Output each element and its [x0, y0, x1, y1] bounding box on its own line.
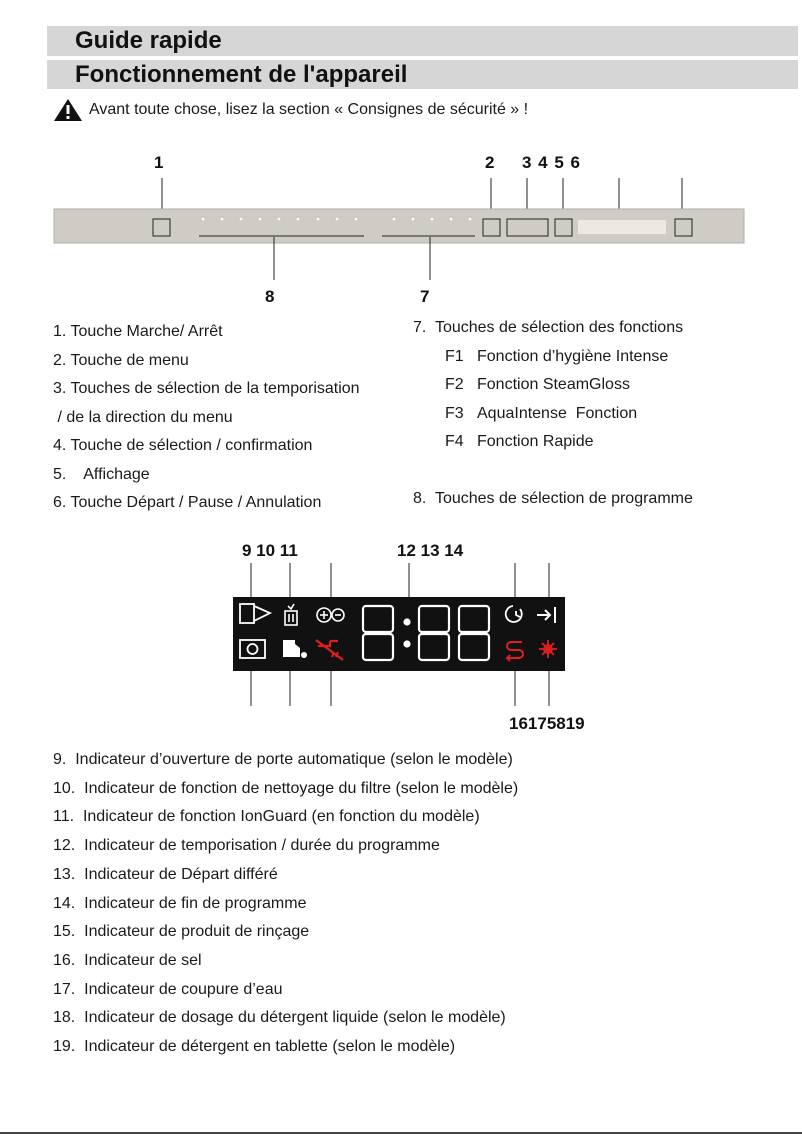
- list-item: 10. Indicateur de fonction de nettoyage du filtre (selon le modèle): [53, 779, 519, 797]
- control-keys-list: [53, 318, 360, 518]
- callout-1: 1: [154, 153, 164, 172]
- spacer: [413, 457, 693, 486]
- guide-title: Guide rapide: [75, 27, 222, 54]
- list-item: 1. Touche Marche/ Arrêt: [53, 323, 223, 340]
- callout-7: 7: [420, 287, 430, 306]
- function-label: AquaIntense Fonction: [477, 404, 638, 422]
- list-item: 13. Indicateur de Départ différé: [53, 865, 278, 883]
- list-item: 11. Indicateur de fonction IonGuard (en fonction du modèle): [53, 808, 480, 826]
- display-panel: [233, 597, 565, 671]
- list-item: 4. Touche de sélection / confirmation: [53, 437, 313, 454]
- callout-16-17-18-19: 16175819: [509, 714, 585, 733]
- list-item: 12. Indicateur de temporisation / durée du programme: [53, 837, 440, 855]
- function-code: F2: [445, 376, 464, 393]
- function-item: [413, 400, 693, 429]
- list-item: 3. Touches de sélection de la temporisation: [53, 380, 360, 397]
- list-item: 14. Indicateur de fin de programme: [53, 894, 307, 912]
- callout-3-4-5-6: 3 4 5 6: [522, 153, 581, 172]
- display-window: [578, 220, 666, 234]
- list-item: 6. Touche Départ / Pause / Annulation: [53, 494, 322, 511]
- callout-9-10-11: 9 10 11: [242, 541, 298, 560]
- display-diagram: [0, 560, 802, 710]
- safety-warning: [53, 98, 528, 122]
- list-item: 17. Indicateur de coupure d’eau: [53, 980, 283, 998]
- list-item: 8. Touches de sélection de programme: [413, 490, 693, 507]
- list-item: 7. Touches de sélection des fonctions: [413, 319, 684, 336]
- list-item: 9. Indicateur d’ouverture de porte automatique (selon le modèle): [53, 751, 513, 768]
- section-title: Fonctionnement de l'appareil: [75, 61, 408, 88]
- function-item: [413, 371, 693, 400]
- list-item: 16. Indicateur de sel: [53, 951, 202, 969]
- control-panel-diagram: [0, 170, 802, 290]
- function-code: F1: [445, 347, 464, 365]
- section-title-band: [47, 60, 798, 90]
- list-item: 5. Affichage: [53, 465, 150, 483]
- callout-8: 8: [265, 287, 275, 306]
- function-keys-list: [413, 314, 693, 514]
- list-item: 19. Indicateur de détergent en tablette (selon le modèle): [53, 1038, 456, 1056]
- list-item: / de la direction du menu: [53, 408, 233, 426]
- function-label: Fonction Rapide: [477, 433, 594, 450]
- list-item: 15. Indicateur de produit de rinçage: [53, 923, 310, 941]
- function-label: Fonction SteamGloss: [477, 376, 630, 393]
- callout-2: 2: [485, 153, 495, 172]
- guide-title-band: [47, 26, 798, 56]
- page-bottom-rule: [0, 1132, 802, 1134]
- warning-text: Avant toute chose, lisez la section « Consignes de sécurité » !: [89, 101, 529, 118]
- function-item: [413, 343, 693, 372]
- function-code: F4: [445, 433, 464, 450]
- indicators-list: [53, 746, 518, 1062]
- function-label: Fonction d’hygiène Intense: [477, 347, 669, 365]
- list-item: 18. Indicateur de dosage du détergent liquide (selon le modèle): [53, 1009, 506, 1027]
- list-item: 2. Touche de menu: [53, 351, 189, 369]
- warning-triangle-icon: [53, 98, 83, 122]
- function-item: [413, 428, 693, 457]
- function-code: F3: [445, 404, 464, 422]
- callout-12-13-14: 12 13 14: [397, 541, 464, 560]
